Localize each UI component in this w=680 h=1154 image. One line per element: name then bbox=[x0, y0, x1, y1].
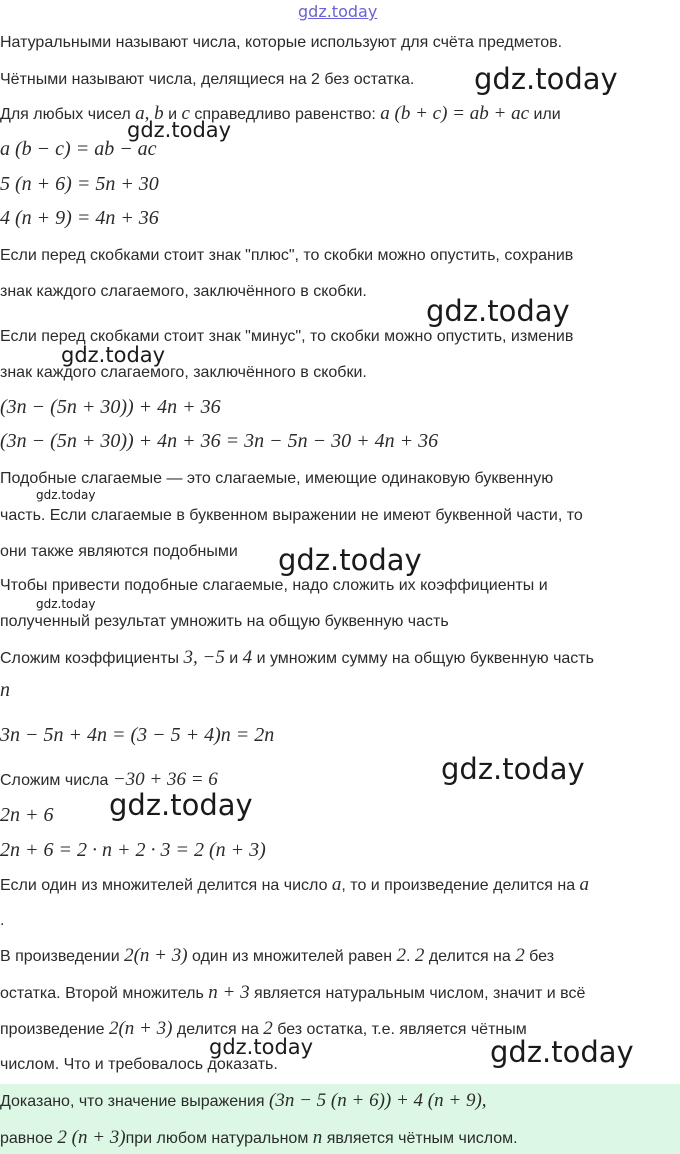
line-like-terms-2: часть. Если слагаемые в буквенном выражении не имеют буквенной части, то bbox=[0, 507, 583, 524]
math: 2 (n + 3) bbox=[57, 1127, 126, 1148]
line-natural-numbers: Натуральными называют числа, которые используют для счёта предметов. bbox=[0, 34, 563, 51]
formula-expression: (3n − (5n + 30)) + 4n + 36 bbox=[0, 396, 221, 418]
math: 2 bbox=[263, 1018, 273, 1039]
watermark: gdz.today bbox=[474, 62, 618, 96]
watermark: gdz.today bbox=[209, 1035, 314, 1059]
line-add-coefficients bbox=[0, 647, 594, 670]
line-divisibility-rule bbox=[0, 874, 589, 897]
text: без bbox=[524, 948, 555, 965]
math: 2 bbox=[414, 945, 425, 966]
line-minus-rule-1: Если перед скобками стоит знак "минус", то скобки можно опустить, изменив bbox=[0, 328, 574, 345]
formula-factored: 2n + 6 = 2 · n + 2 · 3 = 2 (n + 3) bbox=[0, 839, 266, 861]
math: 2 bbox=[515, 945, 525, 966]
line-plus-rule-1: Если перед скобками стоит знак "плюс", то скобки можно опустить, сохранив bbox=[0, 247, 574, 264]
math: n + 3 bbox=[208, 982, 250, 1003]
text: делится на bbox=[424, 948, 516, 965]
text: и bbox=[224, 650, 243, 667]
formula-distributive-minus: a (b − c) = ab − ac bbox=[0, 138, 157, 160]
text: В произведении bbox=[0, 948, 125, 965]
text: и умножим сумму на общую буквенную часть bbox=[252, 650, 594, 667]
math-n: n bbox=[0, 679, 10, 701]
formula-open-brackets: (3n − (5n + 30)) + 4n + 36 = 3n − 5n − 30 + 4n + 36 bbox=[0, 430, 439, 452]
line-product-2 bbox=[0, 982, 585, 1005]
text: является чётным числом. bbox=[322, 1130, 518, 1147]
math: 2(n + 3) bbox=[108, 1018, 173, 1039]
text: является натуральным числом, значит и всё bbox=[249, 985, 586, 1002]
watermark: gdz.today bbox=[441, 752, 585, 786]
line-like-terms-3: они также являются подобными bbox=[0, 543, 238, 560]
formula-expand-1: 5 (n + 6) = 5n + 30 bbox=[0, 173, 159, 195]
text: один из множителей равен bbox=[187, 948, 397, 965]
text: без остатка, т.е. является чётным bbox=[272, 1021, 527, 1038]
formula-expand-2: 4 (n + 9) = 4n + 36 bbox=[0, 207, 159, 229]
text: справедливо равенство: bbox=[189, 106, 381, 123]
text: равное bbox=[0, 1130, 58, 1147]
math: a bbox=[331, 874, 342, 895]
text: . bbox=[405, 948, 415, 965]
watermark: gdz.today bbox=[426, 294, 570, 328]
text: при любом натуральном bbox=[125, 1130, 313, 1147]
text: произведение bbox=[0, 1021, 109, 1038]
line-product-1 bbox=[0, 945, 554, 968]
formula-coefficients: 3n − 5n + 4n = (3 − 5 + 4)n = 2n bbox=[0, 724, 275, 746]
math: 2(n + 3) bbox=[124, 945, 188, 966]
line-even-numbers: Чётными называют числа, делящиеся на 2 без остатка. bbox=[0, 71, 415, 88]
line-qed: числом. Что и требовалось доказать. bbox=[0, 1056, 278, 1073]
math: c bbox=[181, 103, 190, 124]
watermark: gdz.today bbox=[278, 543, 422, 577]
math: 3, −5 bbox=[183, 647, 225, 668]
line-like-terms-1: Подобные слагаемые — это слагаемые, имеющие одинаковую буквенную bbox=[0, 470, 554, 487]
text: , то и произведение делится на bbox=[341, 877, 580, 894]
line-plus-rule-2: знак каждого слагаемого, заключённого в скобки. bbox=[0, 283, 367, 300]
text: и bbox=[163, 106, 182, 123]
math: 2 bbox=[396, 945, 406, 966]
watermark: gdz.today bbox=[36, 488, 96, 502]
text: Если один из множителей делится на число bbox=[0, 877, 332, 894]
watermark: gdz.today bbox=[61, 343, 166, 367]
text: Для любых чисел bbox=[0, 106, 136, 123]
text: делится на bbox=[172, 1021, 264, 1038]
math: 4 bbox=[242, 647, 253, 668]
line-minus-rule-2: знак каждого слагаемого, заключённого в скобки. bbox=[0, 364, 367, 381]
watermark-top: gdz.today bbox=[298, 2, 378, 21]
text: Сложим коэффициенты bbox=[0, 650, 184, 667]
math: a (b + c) = ab + ac bbox=[380, 103, 529, 124]
watermark: gdz.today bbox=[36, 597, 96, 611]
text: остатка. Второй множитель bbox=[0, 985, 209, 1002]
math: a, b bbox=[135, 103, 164, 124]
math: (3n − 5 (n + 6)) + 4 (n + 9), bbox=[269, 1090, 487, 1111]
line-combine-rule-2: полученный результат умножить на общую буквенную часть bbox=[0, 613, 449, 630]
math: −30 + 36 = 6 bbox=[112, 769, 218, 790]
text: Сложим числа bbox=[0, 772, 113, 789]
math: n bbox=[312, 1127, 323, 1148]
conclusion-line-1 bbox=[0, 1090, 487, 1113]
conclusion-line-2 bbox=[0, 1127, 518, 1150]
watermark: gdz.today bbox=[490, 1035, 634, 1069]
line-combine-rule-1: Чтобы привести подобные слагаемые, надо сложить их коэффициенты и bbox=[0, 577, 548, 594]
line-period: . bbox=[0, 912, 5, 929]
formula-simplified: 2n + 6 bbox=[0, 804, 54, 826]
watermark: gdz.today bbox=[109, 788, 253, 822]
text: или bbox=[529, 106, 561, 123]
watermark: gdz.today bbox=[127, 118, 232, 142]
math: a bbox=[579, 874, 590, 895]
line-distributive-law bbox=[0, 103, 561, 126]
text: Доказано, что значение выражения bbox=[0, 1093, 270, 1110]
